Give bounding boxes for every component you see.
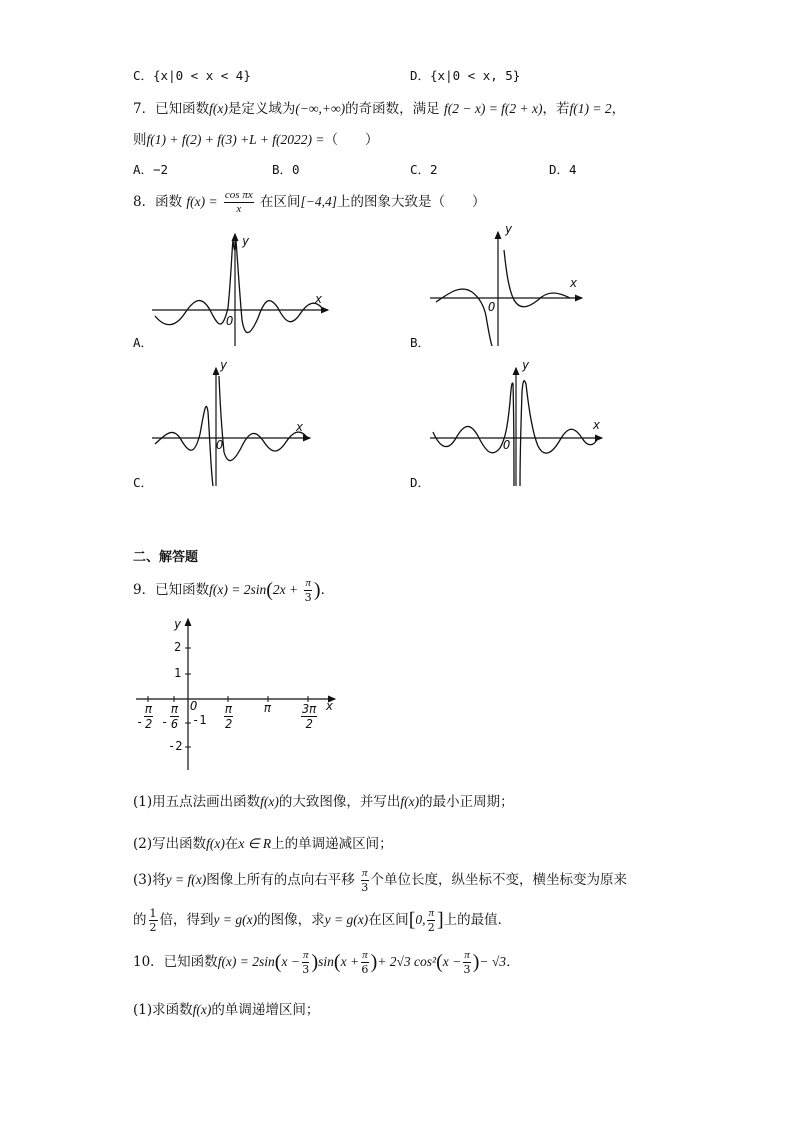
graph-d-y-label: y — [522, 358, 530, 372]
q7-line2: 则f(1) + f(2) + f(3) +L + f(2022) =（ ） — [133, 132, 379, 148]
graph-b-x-label: x — [570, 276, 578, 290]
q10-part1: (1)求函数f(x)的单调递增区间； — [133, 1002, 320, 1018]
q9-part3-line2: 的 $\frac{1}{2}$ 倍，得到y = g(x)的图像，求y = g(x)在区间[0, $\frac{\pi}{2}$ ]上的最值． — [133, 907, 512, 934]
graph-a — [150, 228, 335, 352]
graph-b-origin: O — [488, 300, 496, 314]
q7-option-d: D．4 — [549, 162, 577, 177]
graph-b-y-label: y — [505, 222, 513, 236]
q9-tick-three-half-pi: $\frac{3\pi}{2}$ — [302, 702, 317, 731]
q9-tick-y2: 2 — [174, 640, 182, 654]
q9-tick-neg-sixth-pi-sign: - — [161, 715, 169, 729]
graph-a-origin: O — [226, 314, 234, 328]
graph-a-label: A． — [133, 335, 154, 350]
graph-c-label: C． — [133, 475, 154, 490]
q9-part2: (2)写出函数f(x)在x ∈ R上的单调递减区间； — [133, 836, 393, 852]
q9-x-label: x — [326, 699, 334, 713]
q9-origin: O — [190, 699, 198, 713]
graph-d-label: D． — [410, 475, 431, 490]
q9-tick-ym2: -2 — [168, 739, 183, 753]
section-heading: 二、解答题 — [133, 550, 199, 565]
graph-a-y-label: y — [242, 234, 250, 248]
q7-option-b: B．0 — [272, 162, 300, 177]
q7-option-c: C．2 — [410, 162, 438, 177]
q9-part3-line1: (3)将y = f(x)图像上所有的点向右平移 $\frac{\pi}{3}$ 个单位长度，纵坐标不变，横坐标变为原来 — [133, 867, 628, 894]
q9-stem: 9．已知函数f(x) = 2sin(2x + $\frac{\pi}{3}$ )． — [133, 577, 335, 604]
q7-option-a: A．−2 — [133, 162, 169, 177]
q8-stem: 8．函数 f(x) = $\frac{\text{cos πx}}{x}$ 在区间[−4,4]上的图象大致是（ ） — [133, 189, 486, 215]
q9-tick-neg-half-pi-sign: - — [136, 715, 144, 729]
graph-d-x-label: x — [593, 418, 601, 432]
q10-stem: 10．已知函数f(x) = 2sin(x − $\frac{\pi}{3}$ )sin(x + $\frac{\pi}{6}$ )+ 2√3 cos²(x − $\frac{\pi}{3}$ )− √3． — [133, 949, 520, 976]
q9-tick-neg-half-pi: $\frac{\pi}{2}$ — [145, 702, 153, 731]
graph-c-x-label: x — [296, 420, 304, 434]
graph-b — [428, 222, 588, 352]
q9-tick-half-pi: $\frac{\pi}{2}$ — [225, 702, 233, 731]
graph-b-label: B． — [410, 335, 431, 350]
q9-part1: (1)用五点法画出函数f(x)的大致图像，并写出f(x)的最小正周期； — [133, 794, 514, 810]
q9-tick-y1: 1 — [174, 666, 182, 680]
graph-c-y-label: y — [220, 358, 228, 372]
option-d: D．{x|0 < x, 5} — [410, 68, 521, 83]
option-c: C．{x|0 < x < 4} — [133, 68, 251, 83]
q9-tick-neg-sixth-pi: $\frac{\pi}{6}$ — [171, 702, 179, 731]
graph-c-origin: O — [216, 438, 224, 452]
graph-c — [150, 358, 315, 492]
q9-tick-ym1: -1 — [192, 713, 207, 727]
graph-a-x-label: x — [315, 292, 323, 306]
q9-tick-pi: π — [264, 701, 272, 715]
q9-y-label: y — [174, 617, 182, 631]
graph-d-origin: O — [503, 438, 511, 452]
graph-d — [428, 358, 608, 492]
q7-line1: 7．已知函数f(x)是定义域为(−∞,+∞)的奇函数，满足 f(2 − x) = f(2 + x)，若f(1) = 2， — [133, 101, 626, 117]
q9-axes — [130, 615, 345, 779]
